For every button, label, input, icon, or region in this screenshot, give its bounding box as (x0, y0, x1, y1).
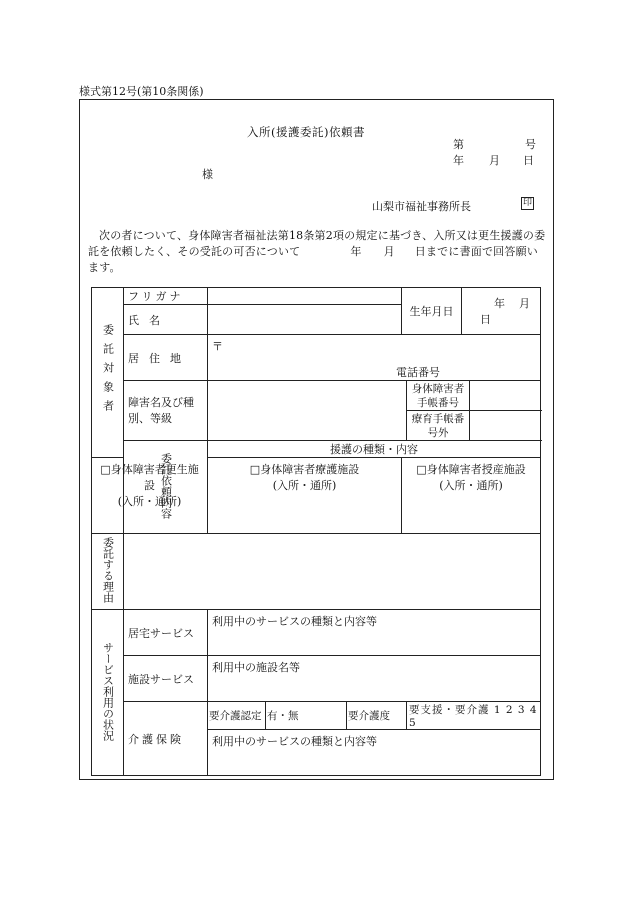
handbook-2-field[interactable] (470, 411, 541, 441)
service-section-label: サービス利用の状況 (92, 610, 124, 776)
addressee-suffix: 様 (202, 168, 213, 181)
option-rehab-facility[interactable] (92, 458, 208, 534)
option-rehab-label: □身体障害者更生施設 (100, 463, 199, 492)
option-work-label: □身体障害者授産施設 (416, 463, 526, 476)
care-yes-no[interactable]: 有・無 (266, 702, 347, 730)
subject-section-label: 委託対象者 (92, 288, 124, 458)
dob-year: 年 (494, 297, 505, 310)
phone-label: 電話番号 (396, 366, 440, 379)
document-title: 入所(援護委託)依頼書 (247, 125, 365, 139)
handbook-1-label: 身体障害者手帳番号 (407, 381, 470, 411)
support-type-header: 援護の種類・内容 (208, 441, 541, 458)
care-service-note: 利用中のサービスの種類と内容等 (212, 735, 377, 748)
option-work-sub: (入所・通所) (439, 479, 503, 492)
handbook-1-field[interactable] (470, 381, 541, 411)
care-level-values[interactable]: 要支援・要介護 1 2 3 4 5 (407, 702, 541, 730)
date-year-label: 年 (453, 154, 464, 167)
request-paragraph (88, 228, 546, 276)
date-day-label: 日 (523, 154, 534, 167)
furigana-label: フリガナ (124, 288, 208, 305)
seal-mark: 印 (522, 198, 532, 208)
address-label: 居住地 (124, 335, 208, 381)
postal-mark: 〒 (212, 340, 223, 353)
dob-label: 生年月日 (402, 288, 462, 335)
handbook-2-label: 療育手帳番号外 (407, 411, 470, 441)
facility-service-note: 利用中の施設名等 (212, 661, 300, 674)
reason-field[interactable] (124, 534, 541, 610)
option-care-facility[interactable] (208, 458, 402, 534)
furigana-field[interactable] (208, 288, 402, 305)
disability-label: 障害名及び種別、等級 (124, 381, 208, 441)
option-work-facility[interactable] (402, 458, 541, 534)
home-service-note: 利用中のサービスの種類と内容等 (212, 615, 377, 628)
address-field[interactable] (208, 335, 541, 381)
dob-month: 月 (519, 297, 530, 310)
request-section-label: 委託依頼内容 (124, 441, 208, 534)
option-rehab-sub: (入所・通所) (117, 495, 182, 508)
care-level-label: 要介護度 (347, 702, 407, 730)
doc-number-suffix: 号 (525, 138, 536, 151)
facility-service-label: 施設サービス (124, 656, 208, 702)
dob-field[interactable] (462, 288, 541, 335)
name-field[interactable] (208, 305, 402, 335)
application-table (91, 287, 541, 776)
dob-day: 日 (480, 313, 491, 326)
issuer-name: 山梨市福祉事務所長 (372, 200, 471, 213)
form-number: 様式第12号(第10条関係) (79, 85, 204, 98)
option-care-label: □身体障害者療護施設 (249, 463, 360, 476)
date-month-label: 月 (489, 154, 500, 167)
reply-year: 年 (350, 245, 362, 258)
reason-section-label: 委託する理由 (92, 534, 124, 610)
name-label: 氏名 (124, 305, 208, 335)
facility-service-field[interactable] (208, 656, 541, 702)
request-text-2: までに書面で回答願います。 (88, 245, 538, 274)
care-cert-label: 要介護認定 (208, 702, 266, 730)
care-insurance-label: 介護保険 (124, 702, 208, 776)
disability-field[interactable] (208, 381, 407, 441)
care-service-field[interactable] (208, 730, 541, 776)
home-service-field[interactable] (208, 610, 541, 656)
reply-month: 月 (383, 245, 395, 258)
doc-number-prefix: 第 (453, 138, 464, 151)
home-service-label: 居宅サービス (124, 610, 208, 656)
reply-day: 日 (414, 245, 426, 258)
request-text-1: 次の者について、身体障害者福祉法第18条第2項の規定に基づき、入所又は更生援護の委託を依頼したく、その受託の可否について (88, 229, 546, 258)
option-care-sub: (入所・通所) (272, 479, 337, 492)
